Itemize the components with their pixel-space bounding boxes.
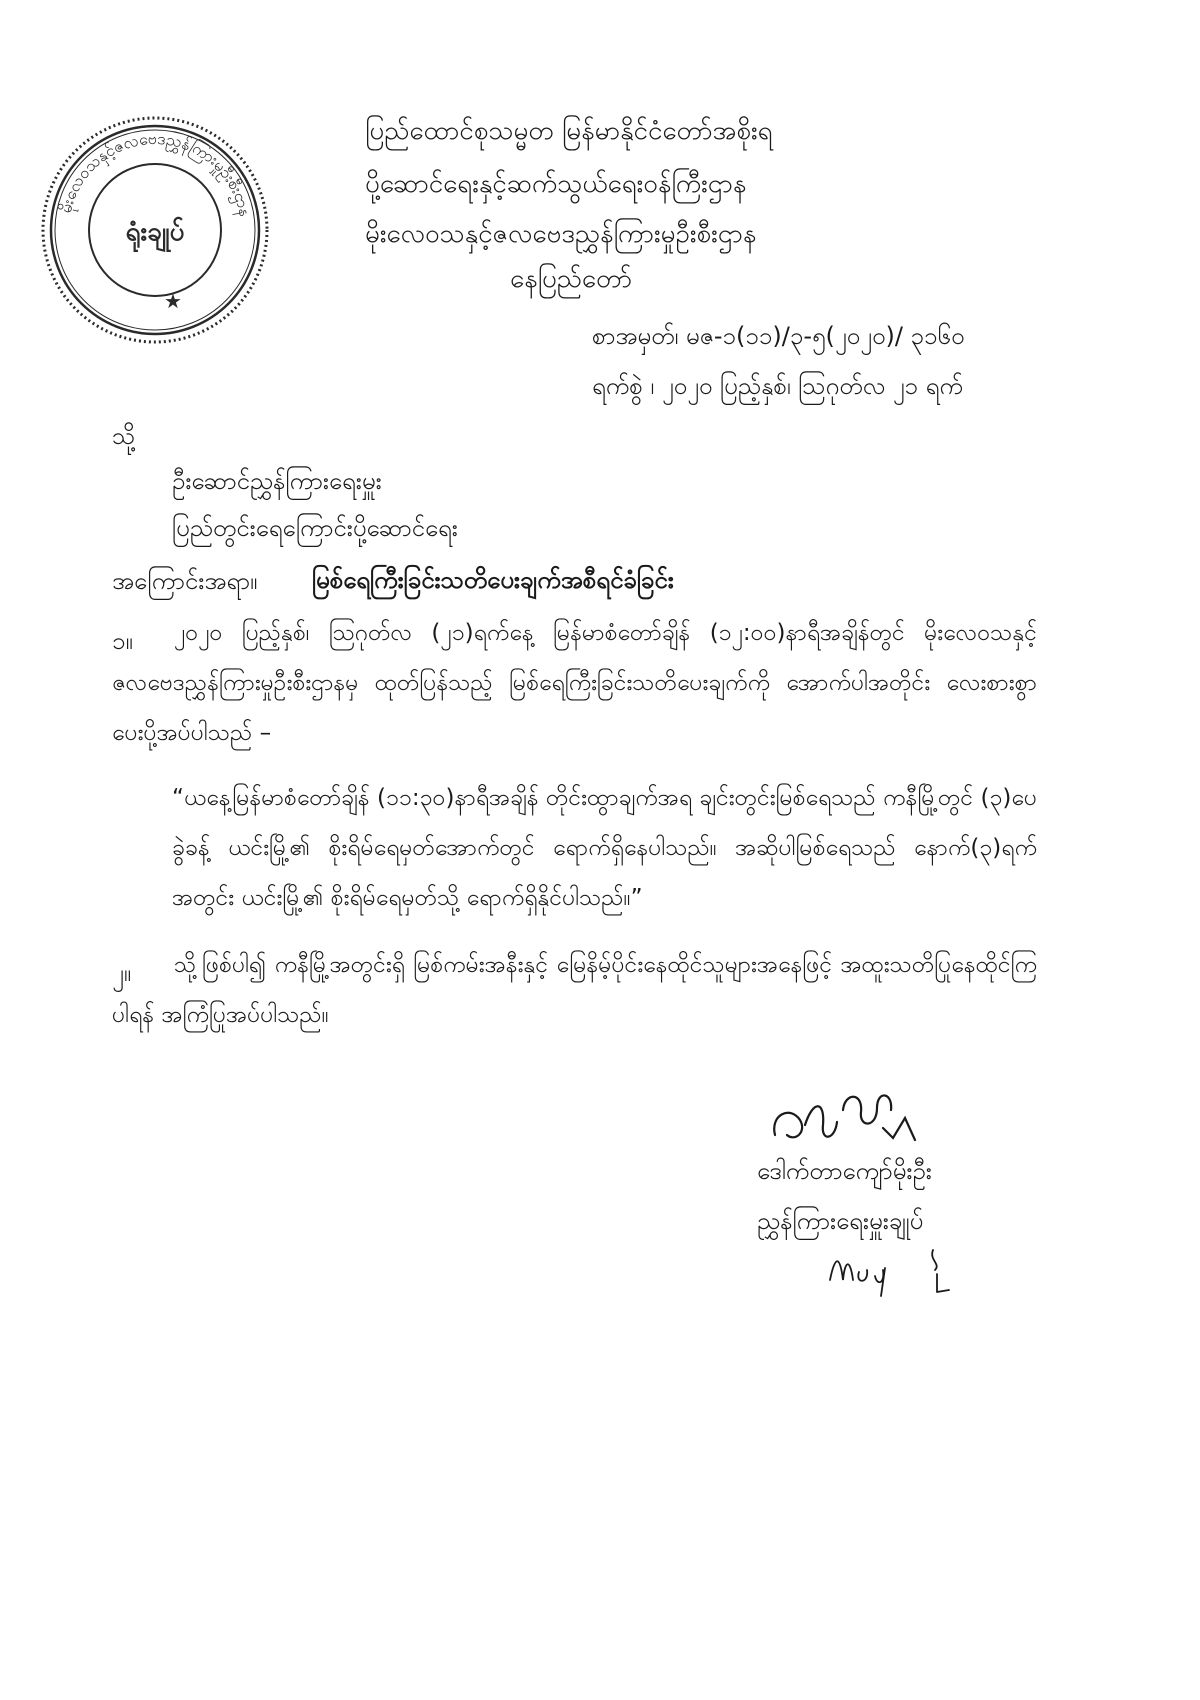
signatory-title: ညွှန်ကြားရေးမှူးချုပ်	[757, 1207, 924, 1235]
department-seal	[30, 110, 280, 350]
seal-star-icon: ★	[164, 289, 182, 313]
subject-label: အကြောင်းအရာ။	[112, 567, 258, 595]
header-department: မိုးလေဝသနှင့်ဇလဗေဒညွှန်ကြားမှုဦးစီးဌာန	[365, 219, 757, 249]
letter-date: ရက်စွဲ ၊ ၂၀၂၀ ပြည့်နှစ်၊ ဩဂုတ်လ ၂၁ ရက်	[592, 372, 963, 400]
header-government: ပြည်ထောင်စုသမ္မတ မြန်မာနိုင်ငံတော်အစိုးရ	[365, 116, 773, 146]
header-city: နေပြည်တော်	[510, 264, 633, 294]
paragraph-1-text: ၂၀၂၀ ပြည့်နှစ်၊ ဩဂုတ်လ (၂၁)ရက်နေ့ မြန်မာစံတော်ချိန် (၁၂:၀၀)နာရီအချိန်တွင် မိုးလေဝသနှင့်ဇလဗေဒညွှန်ကြားမှုဦးစီးဌာနမှ ထုတ်ပြန်သည့် မြစ်ရေကြီးခြင်းသတိပေးချက်ကို အောက်ပါအတိုင်း လေးစားစွာ ပေးပို့အပ်ပါသည် –	[112, 620, 1037, 746]
header-ministry: ပို့ဆောင်ရေးနှင့်ဆက်သွယ်ရေးဝန်ကြီးဌာန	[365, 169, 747, 199]
recipient-title: ဦးဆောင်ညွှန်ကြားရေးမှူး	[172, 467, 382, 495]
letter-number: စာအမှတ်၊ မဇ-၁(၁၁)/၃-၅(၂၀၂၀)/ ၃၁၆၀	[592, 322, 965, 350]
signatory-name: ဒေါက်တာကျော်မိုးဦး	[757, 1157, 932, 1185]
seal-center-text: ရုံးချုပ်	[125, 217, 185, 247]
paragraph-2-number: ၂။	[112, 959, 132, 987]
seal-ring-text: မိုးလေဝသနှင့်ဇလဗေဒညွှန်ကြားမှုဦးစီးဌာန	[55, 128, 255, 219]
paragraph-1-number: ၁။	[112, 627, 133, 655]
handwritten-signature	[765, 1080, 925, 1160]
subject-text: မြစ်ရေကြီးခြင်းသတိပေးချက်အစီရင်ခံခြင်း	[312, 566, 674, 594]
initials-mark	[825, 1240, 965, 1300]
paragraph-2-text: သို့ဖြစ်ပါ၍ ကနီမြို့အတွင်းရှိ မြစ်ကမ်းအနီးနှင့် မြေနိမ့်ပိုင်းနေထိုင်သူများအနေဖြင့် အထူးသတိပြုနေထိုင်ကြပါရန် အကြံပြုအပ်ပါသည်။	[112, 952, 1037, 1028]
recipient-organization: ပြည်တွင်းရေကြောင်းပို့ဆောင်ရေး	[172, 514, 458, 542]
to-label: သို့	[112, 422, 136, 450]
warning-quote: “ယနေ့မြန်မာစံတော်ချိန် (၁၁:၃၀)နာရီအချိန် တိုင်းထွာချက်အရ ချင်းတွင်းမြစ်ရေသည် ကနီမြို့တွင် (၃)ပေခွဲခန့် ယင်းမြို့၏ စိုးရိမ်ရေမှတ်အောက်တွင် ရောက်ရှိနေပါသည်။ အဆိုပါမြစ်ရေသည် နောက်(၃)ရက်အတွင်း ယင်းမြို့၏ စိုးရိမ်ရေမှတ်သို့ ရောက်ရှိနိုင်ပါသည်။”	[172, 785, 1037, 911]
